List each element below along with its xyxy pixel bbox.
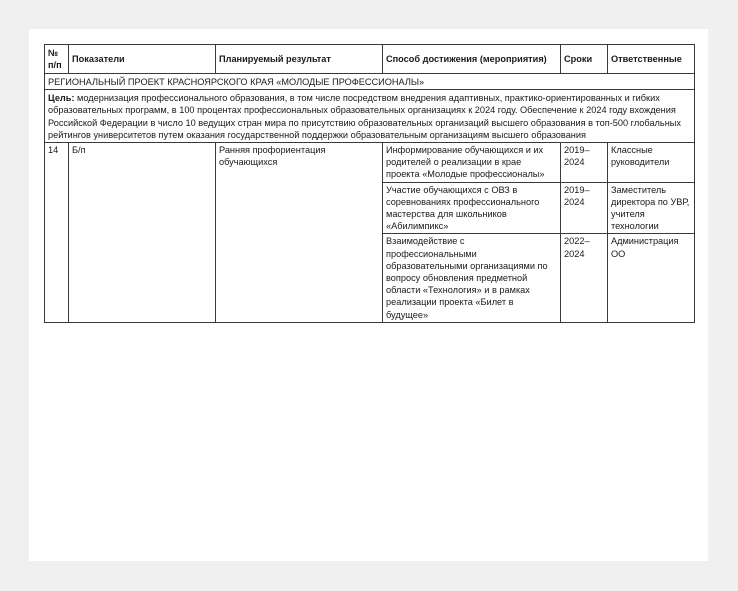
measure-method: Участие обучающихся с ОВЗ в соревнованиях профессионального мастерства для школьников «Абилимпикс» <box>383 182 561 234</box>
goal-cell <box>45 90 695 143</box>
goal-row <box>45 90 695 143</box>
section-title: РЕГИОНАЛЬНЫЙ ПРОЕКТ КРАСНОЯРСКОГО КРАЯ «МОЛОДЫЕ ПРОФЕССИОНАЛЫ» <box>45 74 695 90</box>
measure-terms: 2019–2024 <box>561 143 608 183</box>
table-row <box>45 143 695 183</box>
measure-terms: 2019–2024 <box>561 182 608 234</box>
measure-method: Взаимодействие с профессиональными образовательными организациями по вопросу обновления предметной области «Технология» и в рамках реализации проекта «Билет в будущее» <box>383 234 561 322</box>
header-method: Способ достижения (мероприятия) <box>383 45 561 74</box>
goal-label: Цель: <box>48 93 75 104</box>
measure-responsible: Администрация ОО <box>608 234 695 322</box>
table-header-row <box>45 45 695 74</box>
activities-table <box>44 44 695 323</box>
measure-method: Информирование обучающихся и их родителей о реализации в крае проекта «Молодые профессионалы» <box>383 143 561 183</box>
row-num: 14 <box>45 143 69 323</box>
header-responsible: Ответственные <box>608 45 695 74</box>
row-indicator: Б/п <box>69 143 216 323</box>
measure-terms: 2022–2024 <box>561 234 608 322</box>
section-row <box>45 74 695 90</box>
row-planned-result: Ранняя профориентация обучающихся <box>216 143 383 323</box>
header-num: № п/п <box>45 45 69 74</box>
header-terms: Сроки <box>561 45 608 74</box>
goal-text: модернизация профессионального образования, в том числе посредством внедрения адаптивных, практико-ориентированных и гибких образовательных программ, в 100 процентах профессиональных образовательных организациях к 2024 году. Обеспечение к 2024 году вхождения Российской Федерации в число 10 ведущих стран мира по присутствию образовательных организаций высшего образования в топ-500 глобальных рейтингов университетов путем оказания государственной поддержки образовательным организациям высшего образования <box>48 93 681 140</box>
document-page <box>29 29 708 561</box>
measure-responsible: Классные руководители <box>608 143 695 183</box>
header-planned-result: Планируемый результат <box>216 45 383 74</box>
measure-responsible: Заместитель директора по УВР, учителя технологии <box>608 182 695 234</box>
header-indicators: Показатели <box>69 45 216 74</box>
